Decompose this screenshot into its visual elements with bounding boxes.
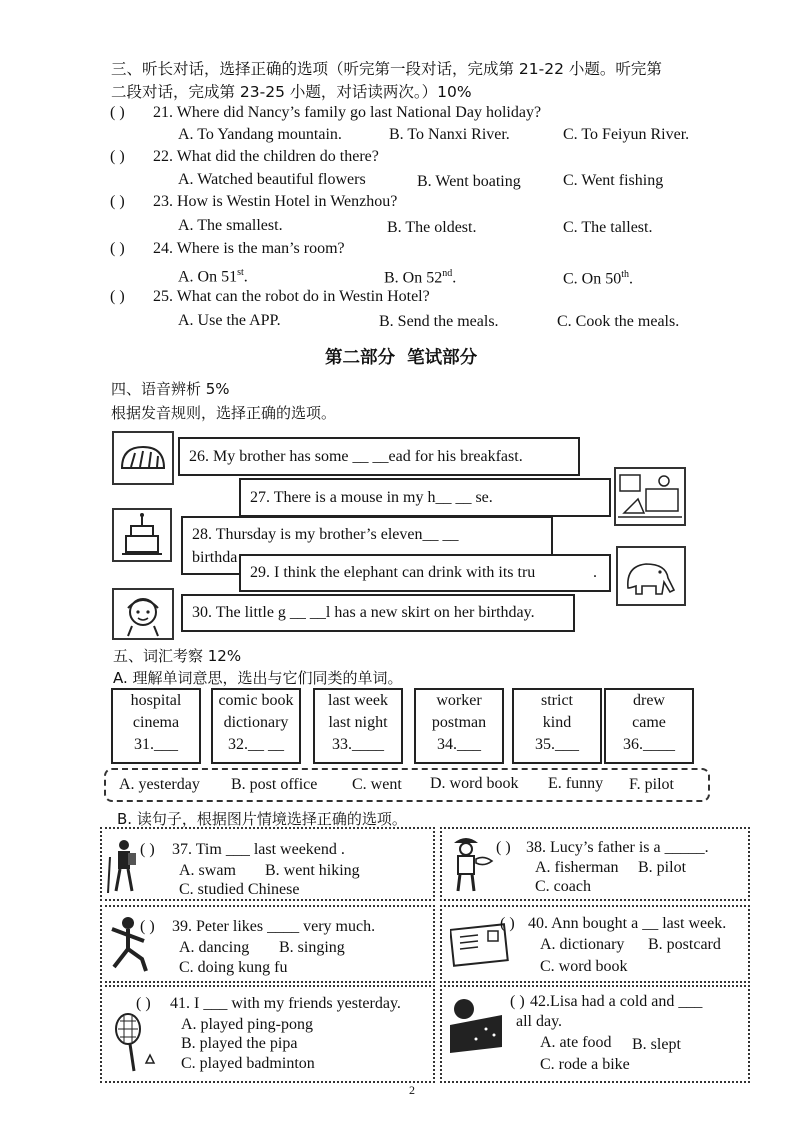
option-b: B. Went boating — [417, 173, 521, 190]
vocab-word: cinema — [132, 714, 180, 731]
vocab-word: last night — [328, 714, 388, 731]
option-b: B. Send the meals. — [379, 313, 499, 330]
question-41-panel — [100, 985, 435, 1083]
question-text: 25. What can the robot do in Westin Hotel? — [153, 288, 430, 305]
option-a: A. Watched beautiful flowers — [178, 171, 366, 188]
question-28-text: 28. Thursday is my brother’s eleven__ __ — [192, 526, 459, 543]
vocab-word: dictionary — [223, 714, 289, 731]
answer-paren[interactable]: ( ) — [136, 995, 151, 1012]
birthday-cake-picture — [112, 508, 172, 562]
option-b: B. The oldest. — [387, 219, 477, 236]
answer-paren[interactable]: ( ) — [110, 193, 125, 210]
question-text: 22. What did the children do there? — [153, 148, 379, 165]
option-a: A. dictionary — [540, 936, 625, 953]
vocab-option-f: F. pilot — [629, 776, 674, 793]
question-37-panel — [100, 827, 435, 901]
question-38-panel — [440, 827, 750, 901]
house-icon — [616, 469, 684, 524]
question-42-text: 42.Lisa had a cold and ___ — [530, 993, 703, 1010]
bread-picture — [112, 431, 174, 485]
part2-title: 第二部分 笔试部分 — [325, 348, 478, 368]
girl-icon — [114, 590, 172, 638]
option-c: C. word book — [540, 958, 628, 975]
girl-picture — [112, 588, 174, 640]
option-c: C. studied Chinese — [179, 881, 300, 898]
option-a: A. dancing — [179, 939, 250, 956]
option-a: A. The smallest. — [178, 217, 283, 234]
option-a: A. To Yandang mountain. — [178, 126, 342, 143]
vocab-option-c: C. went — [352, 776, 402, 793]
question-26-box — [178, 437, 580, 476]
vocab-option-e: E. funny — [548, 775, 604, 792]
answer-paren[interactable]: ( ) — [110, 240, 125, 257]
option-c: C. played badminton — [181, 1055, 315, 1072]
question-38-text: 38. Lucy’s father is a _____. — [526, 839, 709, 856]
vocab-word: comic book — [218, 692, 294, 709]
vocab-word: kind — [542, 714, 572, 731]
answer-paren[interactable]: ( ) — [110, 288, 125, 305]
question-30-text: 30. The little g __ __l has a new skirt on her birthday. — [192, 604, 535, 621]
question-39-text: 39. Peter likes ____ very much. — [172, 918, 376, 935]
option-b: B. pilot — [638, 859, 687, 876]
option-b: B. To Nanxi River. — [389, 126, 510, 143]
question-27-text: 27. There is a mouse in my h__ __ se. — [250, 489, 493, 506]
elephant-icon — [618, 548, 684, 604]
question-27-box — [239, 478, 611, 517]
hiker-icon — [106, 837, 142, 895]
option-c: C. To Feiyun River. — [563, 126, 690, 143]
vocab-box-35 — [512, 688, 602, 764]
vocab-word: hospital — [130, 692, 182, 709]
section3-heading-line1: 三、听长对话，选择正确的选项（听完第一段对话，完成第 21-22 小题。听完第 — [111, 60, 662, 78]
vocab-box-36 — [604, 688, 694, 764]
vocab-answer-blank[interactable]: 35.___ — [535, 736, 579, 753]
option-a: A. swam — [179, 862, 236, 879]
question-29-period: . — [593, 564, 597, 581]
vocab-answer-blank[interactable]: 31.___ — [134, 736, 178, 753]
vocab-word: worker — [436, 692, 482, 709]
badminton-racket-icon — [110, 1011, 160, 1073]
vocab-option-a: A. yesterday — [119, 776, 200, 793]
section4-instruction: 根据发音规则，选择正确的选项。 — [111, 404, 337, 422]
vocab-answer-blank[interactable]: 32.__ __ — [228, 736, 284, 753]
question-37-text: 37. Tim ___ last weekend . — [172, 841, 345, 858]
option-c: C. rode a bike — [540, 1056, 630, 1073]
section5-heading: 五、词汇考察 12% — [113, 647, 242, 665]
answer-paren[interactable]: ( ) — [500, 915, 515, 932]
question-42-panel — [440, 985, 750, 1083]
option-a: A. ate food — [540, 1034, 612, 1051]
answer-paren[interactable]: ( ) — [110, 148, 125, 165]
question-28-text-line2: birthda — [192, 549, 238, 566]
option-c: C. coach — [535, 878, 591, 895]
option-b: B. slept — [632, 1036, 681, 1053]
question-text: 23. How is Westin Hotel in Wenzhou? — [153, 193, 398, 210]
question-40-text: 40. Ann bought a __ last week. — [528, 915, 727, 932]
vocab-word: drew — [633, 692, 665, 709]
option-c: C. On 50th. — [563, 269, 634, 288]
question-text: 24. Where is the man’s room? — [153, 240, 345, 257]
vocab-word: last week — [328, 692, 388, 709]
option-b: B. singing — [279, 939, 345, 956]
vocab-word: came — [632, 714, 666, 731]
option-a: A. fisherman — [535, 859, 619, 876]
option-a: A. played ping-pong — [181, 1016, 313, 1033]
answer-paren[interactable]: ( ) — [140, 841, 155, 858]
vocab-box-32 — [211, 688, 301, 764]
fisherman-icon — [446, 833, 496, 895]
option-b: B. On 52nd. — [384, 268, 457, 287]
answer-paren[interactable]: ( ) — [510, 993, 525, 1010]
option-b: B. postcard — [648, 936, 721, 953]
question-41-text: 41. I ___ with my friends yesterday. — [170, 995, 401, 1012]
option-a: A. Use the APP. — [178, 312, 281, 329]
sick-girl-in-bed-icon — [446, 991, 506, 1057]
question-26-text: 26. My brother has some __ __ead for his breakfast. — [189, 448, 523, 465]
house-picture — [614, 467, 686, 526]
section5-part-b-instruction: B. 读句子，根据图片情境选择正确的选项。 — [117, 810, 407, 828]
question-30-box — [181, 594, 575, 632]
answer-paren[interactable]: ( ) — [496, 839, 511, 856]
vocab-box-33 — [313, 688, 403, 764]
option-b: B. went hiking — [265, 862, 360, 879]
section4-heading: 四、语音辨析 5% — [111, 380, 230, 398]
answer-paren[interactable]: ( ) — [140, 918, 155, 935]
page-number: 2 — [409, 1083, 415, 1097]
vocab-answer-blank[interactable]: 34.___ — [437, 736, 481, 753]
elephant-picture — [616, 546, 686, 606]
answer-paren[interactable]: ( ) — [110, 104, 125, 121]
vocab-box-31 — [111, 688, 201, 764]
option-c: C. Went fishing — [563, 172, 664, 189]
option-b: B. played the pipa — [181, 1035, 298, 1052]
option-a: A. On 51st. — [178, 267, 248, 286]
option-c: C. doing kung fu — [179, 959, 288, 976]
question-42-text-line2: all day. — [516, 1013, 563, 1030]
question-39-panel — [100, 905, 435, 983]
option-c: C. Cook the meals. — [557, 313, 680, 330]
bread-icon — [114, 433, 172, 483]
option-c: C. The tallest. — [563, 219, 653, 236]
vocab-option-d: D. word book — [430, 775, 519, 792]
cake-icon — [114, 510, 170, 560]
question-29-text: 29. I think the elephant can drink with its tru — [250, 564, 536, 581]
question-40-panel — [440, 905, 750, 983]
vocab-word: strict — [541, 692, 573, 709]
vocab-word: postman — [431, 714, 487, 731]
question-29-box — [239, 554, 611, 592]
vocab-answer-blank[interactable]: 33.____ — [332, 736, 384, 753]
vocab-answer-blank[interactable]: 36.____ — [623, 736, 675, 753]
section3-heading-line2: 二段对话，完成第 23-25 小题，对话读两次。）10% — [111, 83, 472, 101]
vocab-box-34 — [414, 688, 504, 764]
vocab-option-b: B. post office — [231, 776, 318, 793]
section5-part-a-instruction: A. 理解单词意思，选出与它们同类的单词。 — [113, 669, 403, 687]
question-text: 21. Where did Nancy’s family go last National Day holiday? — [153, 104, 542, 121]
